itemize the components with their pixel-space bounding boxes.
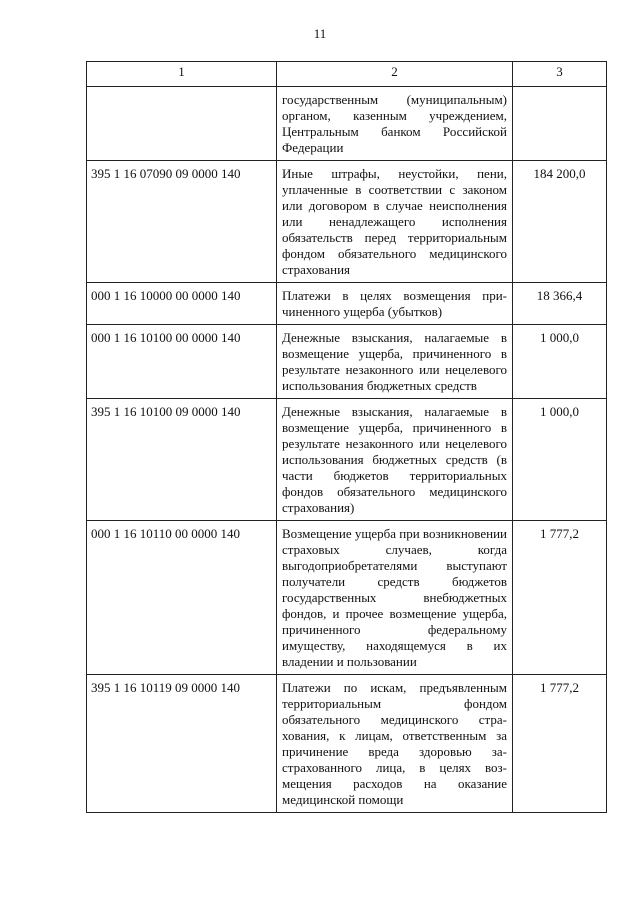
table-row [87,283,607,325]
budget-classification-code: 000 1 16 10100 00 0000 140 [87,325,277,399]
budget-classification-code: 395 1 16 07090 09 0000 140 [87,161,277,283]
revenue-amount [513,87,607,161]
revenue-description: Платежи в целях возмещения причиненного ущерба (убытков) [277,283,513,325]
revenue-amount: 1 000,0 [513,399,607,521]
budget-classification-code: 000 1 16 10000 00 0000 140 [87,283,277,325]
budget-classification-code [87,87,277,161]
table-row [87,521,607,675]
budget-classification-code: 395 1 16 10100 09 0000 140 [87,399,277,521]
revenue-description: Иные штрафы, неустойки, пени, уплаченные в соответствии с законом или договором в случае неисполнения или ненадлежащего исполнения обязательств перед территориальным фондом обязательного медицинского страхования [277,161,513,283]
revenue-amount: 1 777,2 [513,675,607,813]
revenue-amount: 1 000,0 [513,325,607,399]
budget-classification-code: 000 1 16 10110 00 0000 140 [87,521,277,675]
table-row [87,87,607,161]
budget-classification-code: 395 1 16 10119 09 0000 140 [87,675,277,813]
revenue-description: Денежные взыскания, налагаемые в возмещение ущерба, причиненного в результате незаконного или нецелевого использования бюджетных средств (в части бюджетов территориальных фондов обязательного медицинского страхования) [277,399,513,521]
revenue-amount: 184 200,0 [513,161,607,283]
table-row [87,161,607,283]
table-row [87,675,607,813]
revenue-amount: 18 366,4 [513,283,607,325]
column-header-amount: 3 [513,62,607,87]
table-header-row [87,62,607,87]
column-header-code: 1 [87,62,277,87]
budget-revenue-table [86,61,607,813]
revenue-description: государственным (муниципальным) органом, казенным учреждением, Центральным банком Российской Федерации [277,87,513,161]
column-header-description: 2 [277,62,513,87]
revenue-amount: 1 777,2 [513,521,607,675]
table-row [87,325,607,399]
revenue-description: Денежные взыскания, налагаемые в возмещение ущерба, причиненного в результате незаконного или нецелевого использования бюджетных средств [277,325,513,399]
revenue-description: Возмещение ущерба при возникновении страховых случаев, когда выгодоприобретателями выступают получатели средств бюджетов государственных внебюджетных фондов, и прочее возмещение ущерба, причиненного федеральному имуществу, находящемуся в их владении и пользовании [277,521,513,675]
revenue-description: Платежи по искам, предъявленным территориальным фондом обязательного медицинского страхования, к лицам, ответственным за причинение вреда здоровью застрахованного лица, в целях возмещения расходов на оказание медицинской помощи [277,675,513,813]
table-row [87,399,607,521]
page-number: 11 [313,26,327,41]
